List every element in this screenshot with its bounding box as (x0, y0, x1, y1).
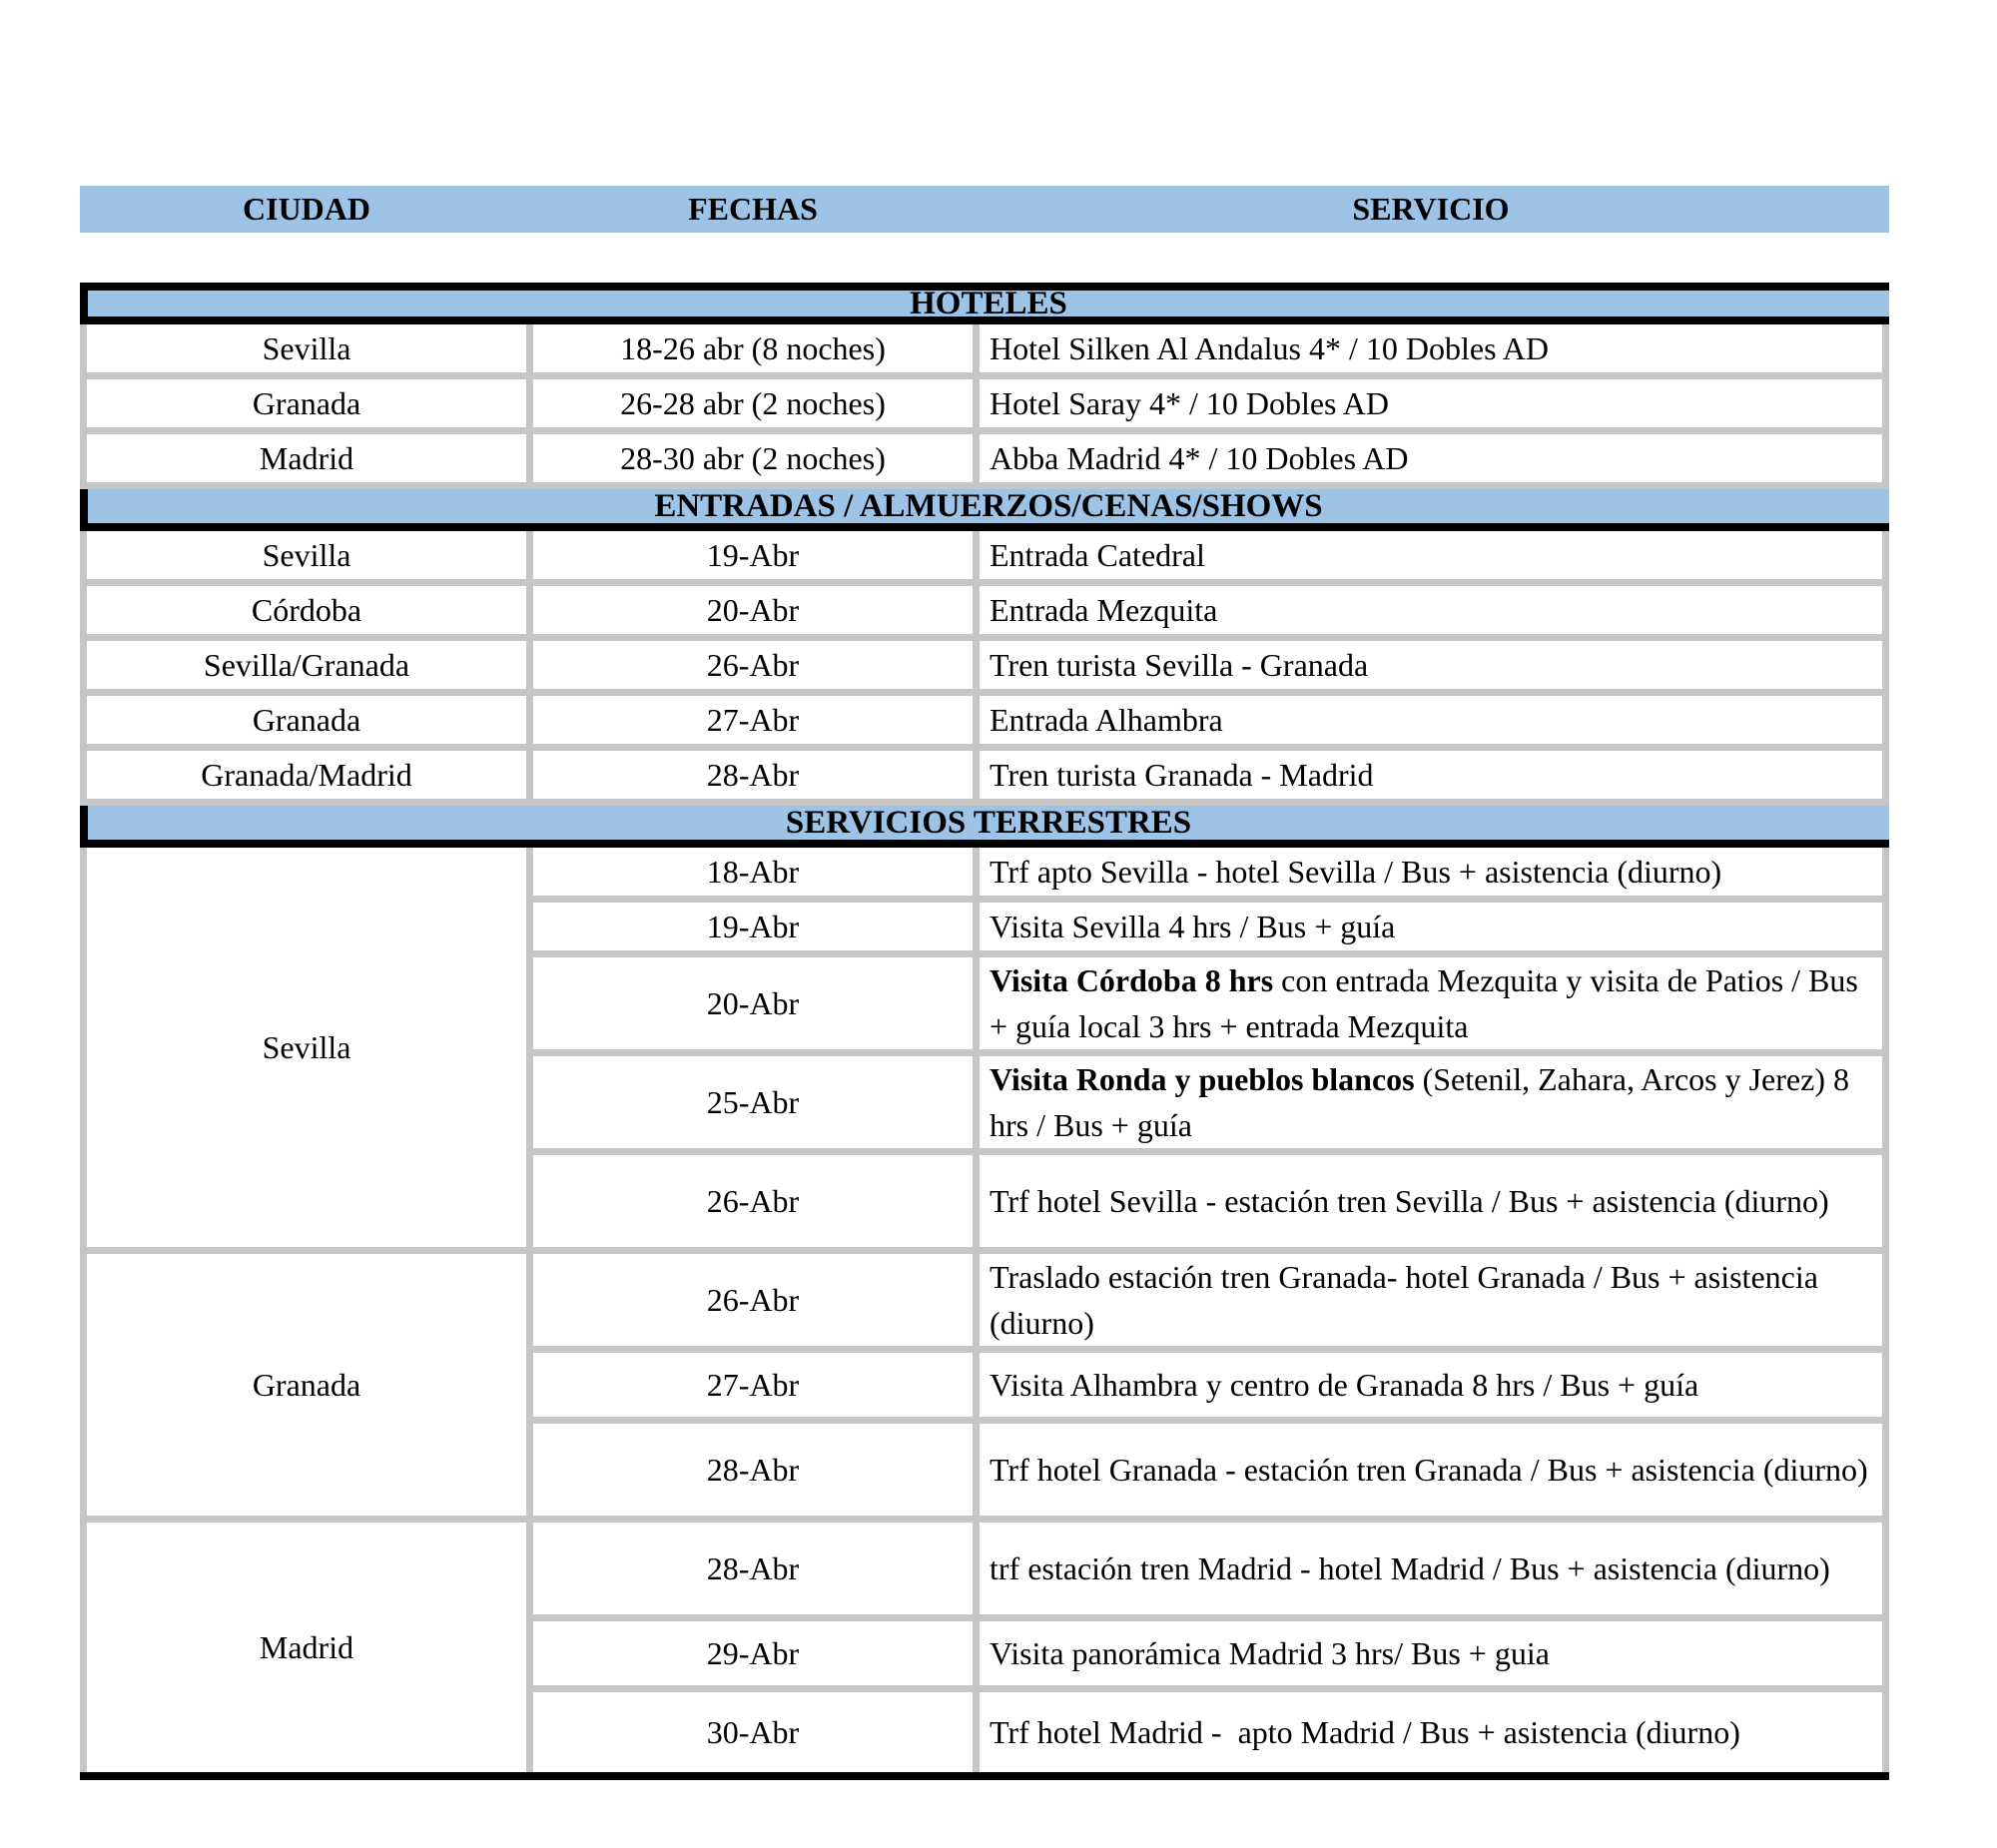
table-row (533, 848, 1882, 896)
table-row (87, 696, 1882, 744)
city-group-granada (87, 1254, 1882, 1516)
servicio-text: Trf apto Sevilla - hotel Sevilla / Bus + asistencia (diurno) (990, 854, 1722, 890)
column-gap (526, 1523, 533, 1772)
servicio-text: Trf hotel Madrid - apto Madrid / Bus + asistencia (diurno) (990, 1714, 1740, 1750)
servicio-cell (980, 848, 1882, 896)
fechas-cell: 26-Abr (533, 1155, 973, 1247)
servicio-cell: Entrada Alhambra (980, 696, 1882, 744)
column-gap (973, 1424, 980, 1516)
column-gap (973, 751, 980, 799)
servicio-cell: Hotel Saray 4* / 10 Dobles AD (980, 379, 1882, 427)
ciudad-cell: Sevilla (87, 848, 526, 1247)
servicio-cell (980, 1155, 1882, 1247)
column-gap (973, 531, 980, 579)
servicio-cell (980, 1353, 1882, 1417)
table-row (87, 324, 1882, 372)
column-gap (526, 641, 533, 689)
column-gap (973, 848, 980, 896)
column-gap (526, 696, 533, 744)
ciudad-cell: Sevilla (87, 531, 526, 579)
table-row (533, 903, 1882, 950)
city-group-sevilla (87, 848, 1882, 1247)
fechas-cell: 26-28 abr (2 noches) (533, 379, 973, 427)
servicio-cell (980, 903, 1882, 950)
table-row (87, 751, 1882, 799)
column-gap (973, 379, 980, 427)
servicio-text: Visita Sevilla 4 hrs / Bus + guía (990, 909, 1396, 944)
servicio-text: Trf hotel Granada - estación tren Granada / Bus + asistencia (diurno) (990, 1452, 1868, 1488)
table-row (533, 957, 1882, 1049)
table-row (533, 1056, 1882, 1148)
column-gap (973, 1056, 980, 1148)
column-gap (526, 324, 533, 372)
servicio-text: Visita panorámica Madrid 3 hrs/ Bus + guia (990, 1635, 1550, 1671)
column-gap (973, 696, 980, 744)
table-row (87, 531, 1882, 579)
servicio-text-bold: Visita Ronda y pueblos blancos (990, 1061, 1415, 1097)
fechas-cell: 30-Abr (533, 1692, 973, 1772)
servicio-cell: Hotel Silken Al Andalus 4* / 10 Dobles AD (980, 324, 1882, 372)
servicio-text: Traslado estación tren Granada- hotel Granada / Bus + asistencia (diurno) (990, 1259, 1826, 1341)
servicio-text: Trf hotel Sevilla - estación tren Sevilla / Bus + asistencia (diurno) (990, 1183, 1829, 1219)
column-header-ciudad: CIUDAD (243, 191, 370, 227)
table-bottom-border (80, 1772, 1889, 1780)
servicio-cell: Tren turista Granada - Madrid (980, 751, 1882, 799)
servicio-cell (980, 1254, 1882, 1346)
table-row (533, 1254, 1882, 1346)
servicio-text: Visita Alhambra y centro de Granada 8 hrs / Bus + guía (990, 1367, 1699, 1403)
ciudad-cell: Granada (87, 379, 526, 427)
column-gap (526, 434, 533, 482)
column-gap (973, 1155, 980, 1247)
table-row (87, 434, 1882, 482)
fechas-cell: 29-Abr (533, 1621, 973, 1685)
fechas-cell: 28-Abr (533, 1523, 973, 1614)
servicio-cell (980, 1424, 1882, 1516)
fechas-cell: 20-Abr (533, 586, 973, 634)
table-row (533, 1621, 1882, 1685)
fechas-cell: 27-Abr (533, 1353, 973, 1417)
section-header-servicios-terrestres: SERVICIOS TERRESTRES (80, 806, 1889, 848)
servicio-text: con entrada Mezquita y visita de Patios / Bus + guía local 3 hrs + entrada Mezquita (990, 962, 1866, 1044)
column-gap (973, 957, 980, 1049)
column-header-fechas: FECHAS (688, 191, 818, 227)
fechas-cell: 26-Abr (533, 641, 973, 689)
ciudad-cell: Granada (87, 696, 526, 744)
column-gap (526, 531, 533, 579)
fechas-cell: 28-Abr (533, 751, 973, 799)
servicio-cell: Tren turista Sevilla - Granada (980, 641, 1882, 689)
servicio-cell (980, 957, 1882, 1049)
table-row (87, 586, 1882, 634)
servicio-text: (Setenil, Zahara, Arcos y Jerez) 8 hrs / Bus + guía (990, 1061, 1857, 1143)
itinerary-table (80, 283, 1889, 1780)
column-gap (973, 1523, 980, 1614)
section-header-hoteles: HOTELES (80, 283, 1889, 324)
ciudad-cell: Madrid (87, 434, 526, 482)
column-gap (526, 1254, 533, 1516)
table-row (533, 1155, 1882, 1247)
servicio-cell (980, 1523, 1882, 1614)
servicio-cell: Entrada Catedral (980, 531, 1882, 579)
fechas-cell: 19-Abr (533, 531, 973, 579)
fechas-cell: 26-Abr (533, 1254, 973, 1346)
table-row (533, 1523, 1882, 1614)
column-gap (973, 1353, 980, 1417)
column-gap (526, 751, 533, 799)
fechas-cell: 25-Abr (533, 1056, 973, 1148)
column-gap (973, 641, 980, 689)
column-header-row (80, 186, 1889, 233)
servicio-cell: Abba Madrid 4* / 10 Dobles AD (980, 434, 1882, 482)
column-gap (973, 434, 980, 482)
fechas-cell: 18-26 abr (8 noches) (533, 324, 973, 372)
column-gap (973, 324, 980, 372)
table-row (533, 1692, 1882, 1772)
column-gap (973, 903, 980, 950)
fechas-cell: 27-Abr (533, 696, 973, 744)
servicio-cell: Entrada Mezquita (980, 586, 1882, 634)
fechas-cell: 28-Abr (533, 1424, 973, 1516)
servicio-cell (980, 1692, 1882, 1772)
ciudad-cell: Sevilla/Granada (87, 641, 526, 689)
fechas-cell: 18-Abr (533, 848, 973, 896)
fechas-cell: 19-Abr (533, 903, 973, 950)
fechas-cell: 28-30 abr (2 noches) (533, 434, 973, 482)
ciudad-cell: Madrid (87, 1523, 526, 1772)
column-gap (526, 848, 533, 1247)
servicio-text: trf estación tren Madrid - hotel Madrid / Bus + asistencia (diurno) (990, 1550, 1830, 1586)
ciudad-cell: Córdoba (87, 586, 526, 634)
servicio-cell (980, 1621, 1882, 1685)
table-row (533, 1424, 1882, 1516)
column-gap (973, 586, 980, 634)
servicio-cell (980, 1056, 1882, 1148)
column-header-servicio: SERVICIO (1352, 191, 1510, 227)
column-gap (526, 379, 533, 427)
table-row (87, 641, 1882, 689)
column-gap (526, 586, 533, 634)
section-header-entradas: ENTRADAS / ALMUERZOS/CENAS/SHOWS (80, 489, 1889, 531)
city-group-madrid (87, 1523, 1882, 1772)
table-row (87, 379, 1882, 427)
column-gap (973, 1254, 980, 1346)
servicio-text-bold: Visita Córdoba 8 hrs (990, 962, 1274, 998)
ciudad-cell: Sevilla (87, 324, 526, 372)
table-row (533, 1353, 1882, 1417)
fechas-cell: 20-Abr (533, 957, 973, 1049)
ciudad-cell: Granada/Madrid (87, 751, 526, 799)
column-gap (973, 1621, 980, 1685)
ciudad-cell: Granada (87, 1254, 526, 1516)
column-gap (973, 1692, 980, 1772)
